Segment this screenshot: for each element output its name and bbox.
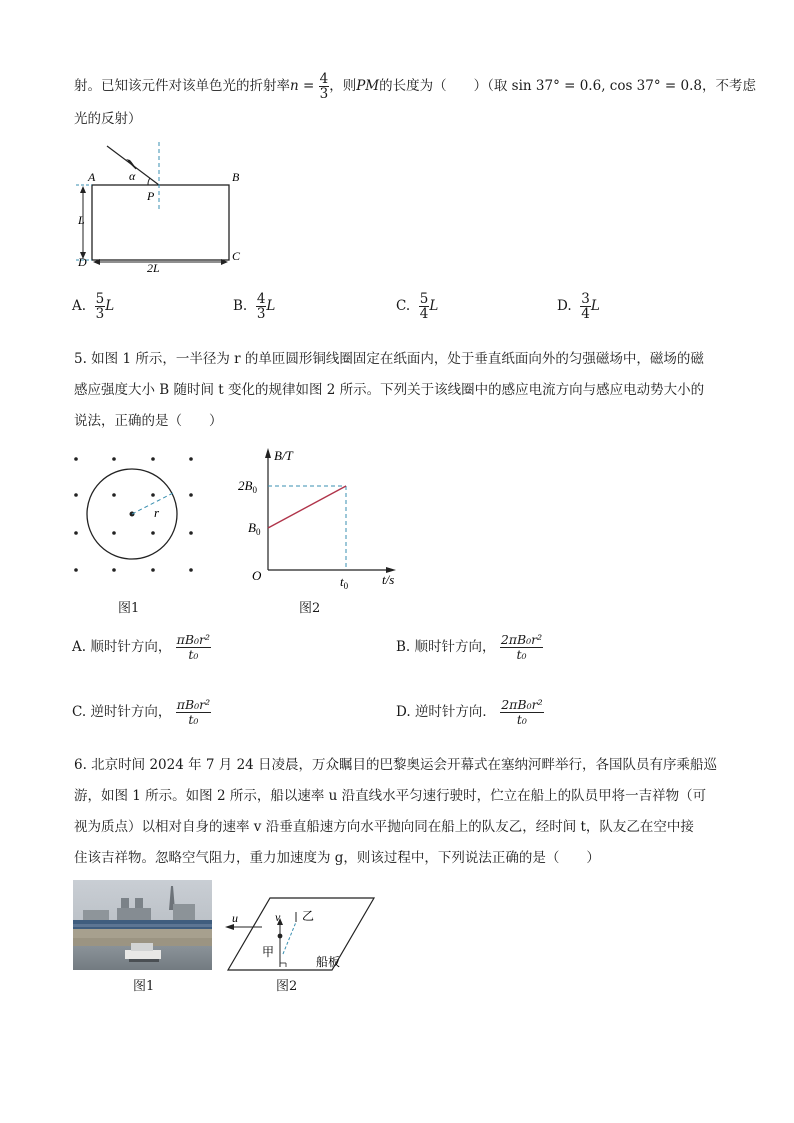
label-l: L [78,213,85,227]
option-fraction [500,698,543,727]
label-p: P [147,189,155,203]
q6-text-line-4: 住该吉祥物。忽略空气阻力，重力加速度为 g，则该过程中，下列说法正确的是（ ） [74,850,600,866]
label-r: r [154,505,160,520]
option-label: B. [396,639,411,655]
option-fraction [176,633,211,662]
option-suffix: L [105,298,115,314]
option-text: 逆时针方向， [90,704,172,720]
pm-var: PM [356,78,380,94]
q4-text-line-1 [74,72,756,101]
option-label: A. [72,639,87,655]
fraction-num: πB₀r² [176,697,211,712]
fraction-num: 2πB₀r² [500,632,543,647]
option-text: 顺时针方向， [90,639,172,655]
fraction-num: 3 [581,291,590,307]
fraction-num: 4 [256,291,266,307]
b-t-line [268,486,346,528]
q4-option-c[interactable] [396,292,438,321]
fraction-den: t₀ [516,712,527,727]
q5-text-line-3: 说法，正确的是（ ） [74,413,223,429]
option-fraction [95,292,106,321]
label-d: D [78,255,87,269]
option-fraction [176,698,211,727]
q4-rectangle-figure [70,140,245,275]
fraction-den: 4 [419,306,429,322]
label-2b0: $2B_0$ [238,478,257,495]
fraction-den: 3 [256,306,266,322]
q5-fig2-caption: 图2 [299,601,321,616]
q6-fig2-deck [222,892,382,974]
mascot-point [278,934,283,939]
q4-text-segment: 的长度为（ ）（取 sin 37° = 0.6, cos 37° = 0.8，不考虑 [379,78,756,94]
q4-text-segment: 射。已知该元件对该单色光的折射率 [74,78,290,94]
q5-option-c[interactable] [72,698,211,727]
option-label: D. [396,704,411,720]
label-jia: 甲 [262,945,275,959]
option-label: C. [396,298,411,314]
option-suffix: L [429,298,439,314]
q4-text-segment: ，则 [329,78,357,94]
q6-text-line-2: 游，如图 1 所示。如图 2 所示，船以速率 u 沿直线水平匀速行驶时，伫立在船上的队员甲将一吉祥物（可 [74,788,707,804]
throw-path [283,922,296,954]
incident-ray-arrow [128,161,136,169]
fraction-den: t₀ [188,647,199,662]
label-xlabel: t/s [382,572,395,587]
label-b0: $B_0$ [248,520,261,537]
label-u: u [232,911,238,925]
fraction-den: t₀ [516,647,527,662]
q5-option-d[interactable] [396,698,544,727]
option-fraction [500,633,543,662]
rectangle-abcd [92,185,229,260]
q6-text-line-1: 6. 北京时间 2024 年 7 月 24 日凌晨，万众瞩目的巴黎奥运会开幕式在塞纳河畔举行，各国队员有序乘船巡 [74,757,718,773]
q5-option-a[interactable] [72,633,211,662]
option-label: A. [72,298,87,314]
label-origin: O [252,568,262,583]
fraction-num: 2πB₀r² [501,697,543,712]
option-label: B. [233,298,248,314]
refractive-index-fraction [319,72,330,101]
q6-fig2-caption: 图2 [276,979,298,994]
q5-fig1-caption: 图1 [118,601,140,616]
deck-parallelogram [228,898,374,970]
q6-fig1-caption: 图1 [133,979,155,994]
option-text: 顺时针方向， [414,639,496,655]
q6-fig1-photo [73,880,212,970]
q5-fig2-graph [232,440,412,590]
fraction-num: πB₀r² [176,632,211,647]
label-a: A [88,170,96,184]
q5-fig1-coil [64,447,204,582]
label-t0: $t_0$ [340,574,349,590]
label-ylabel: B/T [274,448,293,463]
option-label: D. [557,298,572,314]
q5-text-line-1: 5. 如图 1 所示，一半径为 r 的单匝圆形铜线圈固定在纸面内，处于垂直纸面向外的匀强磁场中，磁场的磁 [74,351,704,367]
alpha-arc [148,178,150,185]
option-suffix: L [590,298,600,314]
equals-sign: = [298,78,319,94]
q5-text-line-2: 感应强度大小 B 随时间 t 变化的规律如图 2 所示。下列关于该线圈中的感应电流方向与感应电动势大小的 [74,382,705,398]
label-deck: 船板 [316,955,341,969]
option-fraction [256,292,267,321]
fraction-num: 4 [319,71,329,87]
label-2l: 2L [147,261,160,275]
q4-text-line-2: 光的反射） [74,111,142,127]
q4-option-b[interactable] [233,292,275,321]
fraction-den: 4 [581,306,590,322]
fraction-num: 5 [95,291,105,307]
fraction-den: t₀ [188,712,199,727]
option-text: 逆时针方向． [414,704,496,720]
q6-text-line-3: 视为质点）以相对自身的速率 v 沿垂直船速方向水平抛向同在船上的队友乙，经时间 t，队友乙在空中接 [74,819,694,835]
label-v: v [275,910,281,924]
option-label: C. [72,704,87,720]
option-suffix: L [266,298,276,314]
label-c: C [232,249,241,263]
fraction-den: 3 [319,86,329,102]
q4-option-a[interactable] [72,292,114,321]
fraction-den: 3 [95,306,105,322]
fraction-num: 5 [419,291,429,307]
label-alpha: α [129,169,136,183]
option-fraction [580,292,591,321]
q5-option-b[interactable] [396,633,543,662]
label-b: B [232,170,240,184]
q4-option-d[interactable] [557,292,600,321]
option-fraction [419,292,430,321]
refractive-index-var: n [290,78,299,94]
label-yi: 乙 [302,909,315,923]
